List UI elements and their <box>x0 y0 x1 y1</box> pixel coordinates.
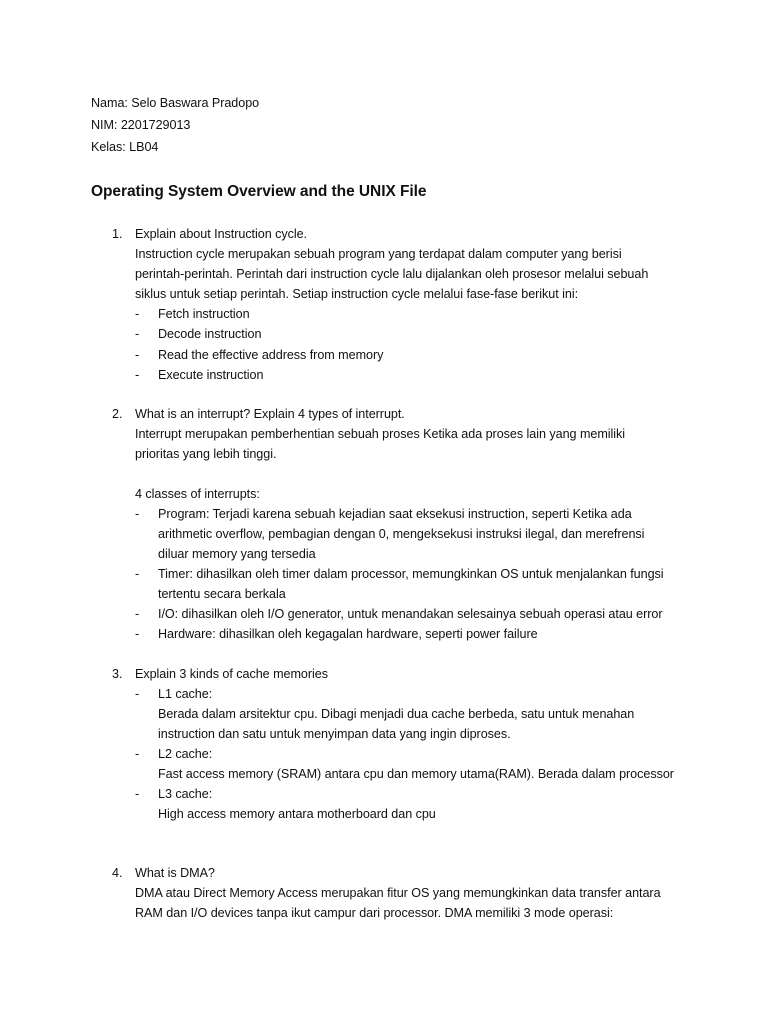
q4-number: 4. <box>112 866 123 880</box>
q2-answer-line: prioritas yang lebih tinggi. <box>135 447 277 461</box>
q2-bullet-io: I/O: dihasilkan oleh I/O generator, untuk menandakan selesainya sebuah operasi atau error <box>158 607 663 621</box>
bullet-dash: - <box>135 368 140 382</box>
q3-bullet-l3: L3 cache: <box>158 787 213 801</box>
q3-bullet-l1-text: instruction dan satu untuk menyimpan data yang ingin diproses. <box>158 727 511 741</box>
q1-bullet: Read the effective address from memory <box>158 348 384 362</box>
q1-bullet: Execute instruction <box>158 368 264 382</box>
q2-question: What is an interrupt? Explain 4 types of interrupt. <box>135 407 405 421</box>
q1-bullet: Fetch instruction <box>158 307 250 321</box>
bullet-dash: - <box>135 307 140 321</box>
q2-bullet-program-cont: diluar memory yang tersedia <box>158 547 316 561</box>
q2-classes-title: 4 classes of interrupts: <box>135 487 260 501</box>
q3-bullet-l1: L1 cache: <box>158 687 213 701</box>
q4-answer-line: RAM dan I/O devices tanpa ikut campur dari processor. DMA memiliki 3 mode operasi: <box>135 906 614 920</box>
q2-bullet-program-cont: arithmetic overflow, pembagian dengan 0, mengeksekusi instruksi ilegal, dan merefrensi <box>158 527 645 541</box>
q1-answer-line: siklus untuk setiap perintah. Setiap instruction cycle melalui fase-fase berikut ini: <box>135 287 579 301</box>
q2-number: 2. <box>112 407 123 421</box>
bullet-dash: - <box>135 747 140 761</box>
q3-bullet-l1-text: Berada dalam arsitektur cpu. Dibagi menjadi dua cache berbeda, satu untuk menahan <box>158 707 635 721</box>
student-nim: NIM: 2201729013 <box>91 118 191 132</box>
q2-answer-line: Interrupt merupakan pemberhentian sebuah proses Ketika ada proses lain yang memiliki <box>135 427 626 441</box>
q3-number: 3. <box>112 667 123 681</box>
document-title: Operating System Overview and the UNIX File <box>91 183 427 200</box>
bullet-dash: - <box>135 607 140 621</box>
bullet-dash: - <box>135 687 140 701</box>
q2-bullet-program: Program: Terjadi karena sebuah kejadian saat eksekusi instruction, seperti Ketika ada <box>158 507 632 521</box>
q1-answer-line: Instruction cycle merupakan sebuah program yang terdapat dalam computer yang berisi <box>135 247 622 261</box>
q1-answer-line: perintah-perintah. Perintah dari instruction cycle lalu dijalankan oleh prosesor melalui sebuah <box>135 267 649 281</box>
q2-bullet-hardware: Hardware: dihasilkan oleh kegagalan hardware, seperti power failure <box>158 627 538 641</box>
q4-answer-line: DMA atau Direct Memory Access merupakan fitur OS yang memungkinkan data transfer antara <box>135 886 661 900</box>
q4-question: What is DMA? <box>135 866 215 880</box>
bullet-dash: - <box>135 327 140 341</box>
bullet-dash: - <box>135 787 140 801</box>
q1-number: 1. <box>112 227 123 241</box>
student-class: Kelas: LB04 <box>91 140 159 154</box>
q2-bullet-timer: Timer: dihasilkan oleh timer dalam processor, memungkinkan OS untuk menjalankan fungsi <box>158 567 664 581</box>
q3-bullet-l2-text: Fast access memory (SRAM) antara cpu dan memory utama(RAM). Berada dalam processor <box>158 767 674 781</box>
bullet-dash: - <box>135 627 140 641</box>
bullet-dash: - <box>135 567 140 581</box>
q3-bullet-l2: L2 cache: <box>158 747 213 761</box>
bullet-dash: - <box>135 348 140 362</box>
q2-bullet-timer-cont: tertentu secara berkala <box>158 587 286 601</box>
bullet-dash: - <box>135 507 140 521</box>
student-name: Nama: Selo Baswara Pradopo <box>91 96 260 110</box>
q3-question: Explain 3 kinds of cache memories <box>135 667 328 681</box>
q1-bullet: Decode instruction <box>158 327 262 341</box>
q1-question: Explain about Instruction cycle. <box>135 227 308 241</box>
q3-bullet-l3-text: High access memory antara motherboard dan cpu <box>158 807 436 821</box>
